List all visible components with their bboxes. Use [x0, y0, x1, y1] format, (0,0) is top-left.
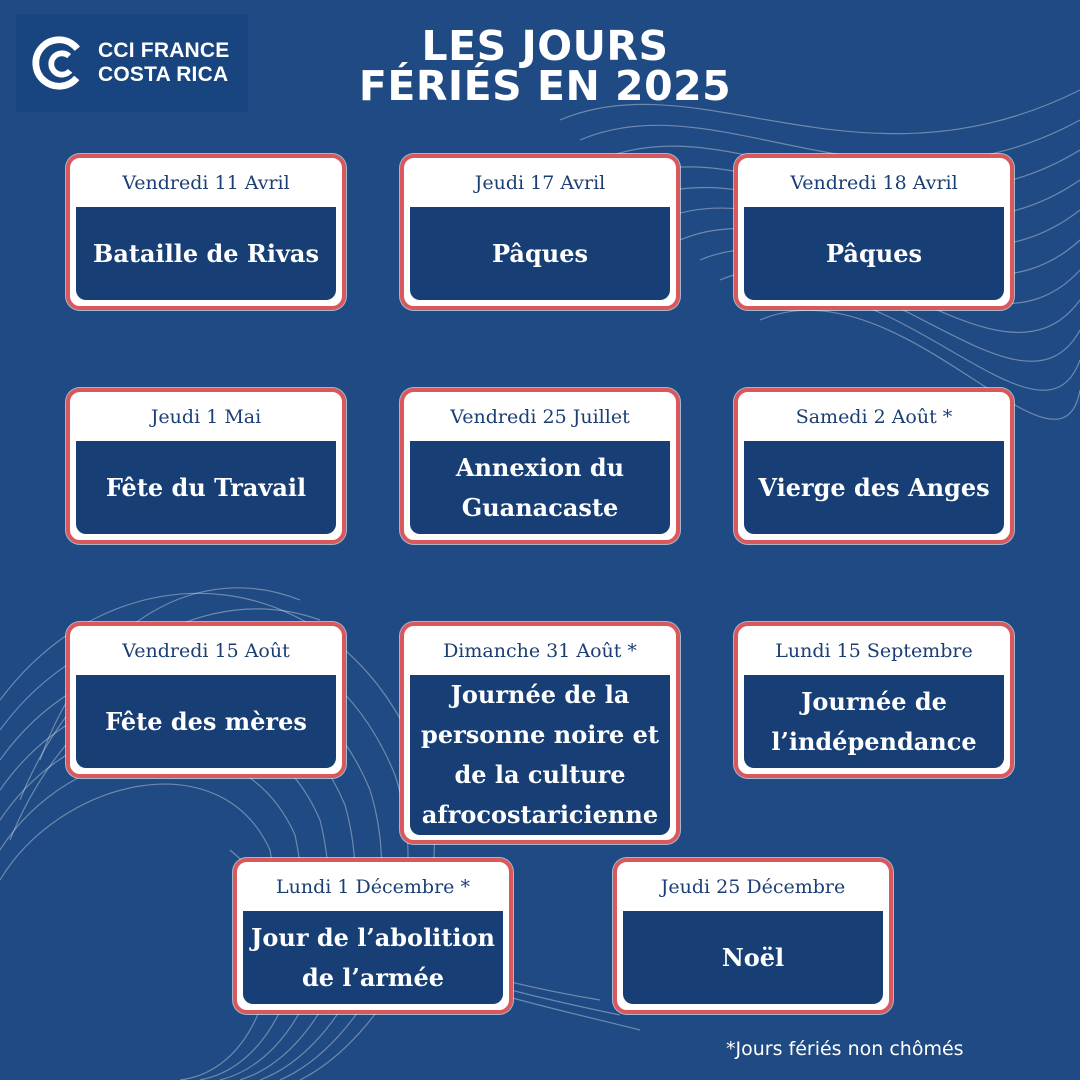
holiday-name: Annexion du Guanacaste — [410, 441, 670, 534]
holiday-card — [66, 154, 346, 310]
holiday-date: Samedi 2 Août * — [795, 405, 953, 428]
holiday-name: Bataille de Rivas — [76, 207, 336, 300]
holiday-card — [734, 622, 1014, 778]
title-line1: LES JOURS — [421, 22, 669, 70]
holiday-date: Vendredi 18 Avril — [790, 171, 958, 194]
holiday-card — [613, 858, 893, 1014]
cci-logo — [16, 14, 248, 112]
holiday-date: Lundi 1 Décembre * — [276, 875, 470, 898]
holiday-name: Pâques — [744, 207, 1004, 300]
holiday-card — [66, 622, 346, 778]
holiday-card — [66, 388, 346, 544]
holiday-date: Jeudi 17 Avril — [474, 171, 606, 194]
holiday-date: Jeudi 25 Décembre — [660, 875, 846, 898]
logo-line1: CCI FRANCE — [98, 39, 230, 62]
holiday-date: Vendredi 25 Juillet — [450, 405, 630, 428]
holiday-card — [400, 388, 680, 544]
logo-text — [98, 39, 230, 87]
holiday-card — [734, 154, 1014, 310]
page-title — [300, 22, 790, 110]
holiday-card — [400, 622, 680, 844]
holiday-date: Vendredi 11 Avril — [122, 171, 290, 194]
holiday-date: Vendredi 15 Août — [122, 639, 290, 662]
holiday-name: Journée de la personne noire et de la culture afrocostaricienne — [410, 675, 670, 835]
holiday-card — [734, 388, 1014, 544]
holiday-name: Fête du Travail — [76, 441, 336, 534]
holiday-name: Noël — [623, 911, 883, 1004]
holiday-name: Jour de l’abolition de l’armée — [243, 911, 503, 1004]
cci-logo-icon — [30, 34, 88, 92]
holiday-name: Fête des mères — [76, 675, 336, 768]
holiday-name: Vierge des Anges — [744, 441, 1004, 534]
holiday-card — [233, 858, 513, 1014]
holiday-name: Journée de l’indépendance — [744, 675, 1004, 768]
logo-line2: COSTA RICA — [98, 63, 229, 86]
holiday-card — [400, 154, 680, 310]
footnote: *Jours fériés non chômés — [726, 1038, 964, 1060]
title-line2: FÉRIÉS EN 2025 — [358, 62, 732, 110]
holiday-date: Lundi 15 Septembre — [775, 639, 973, 662]
holiday-name: Pâques — [410, 207, 670, 300]
holiday-date: Dimanche 31 Août * — [443, 639, 637, 662]
holiday-date: Jeudi 1 Mai — [150, 405, 262, 428]
